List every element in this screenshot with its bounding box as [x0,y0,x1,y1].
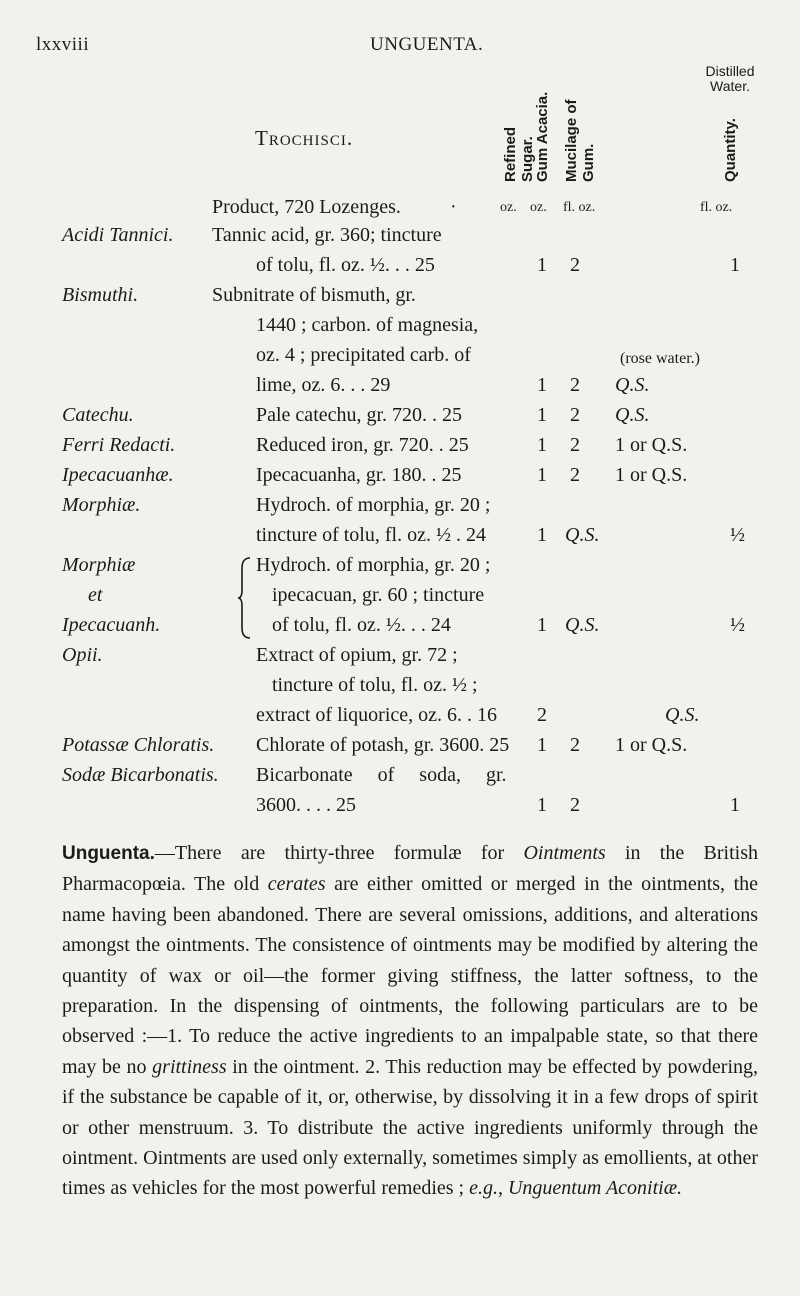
cell-acacia: 1 [537,374,547,396]
cell-mucilage: 2 [570,374,580,396]
cell-water: Q.S. [615,404,650,426]
row-name: Morphiæ [62,554,136,576]
row-desc-line: 3600. . . . 25 [256,794,356,816]
brace-icon [238,556,252,640]
column-distilled-water: Distilled Water. [705,63,755,94]
row-desc-line: Pale catechu, gr. 720. . 25 [256,404,463,426]
page-number: lxxviii [36,34,90,55]
cell-water: Q.S. [665,704,700,726]
row-desc-line: 1440 ; carbon. of magnesia, [256,314,479,336]
cell-water: 1 [730,794,740,816]
row-desc-line: Chlorate of potash, gr. 3600. 25 [256,734,510,756]
column-refined-sugar: Refined Sugar. [502,126,536,182]
row-desc-line: extract of liquorice, oz. 6. . 16 [256,704,498,726]
row-name: Acidi Tannici. [62,224,174,246]
row-desc-line: of tolu, fl. oz. ½. . . 25 [256,254,435,276]
column-gum-acacia: Gum Acacia. [534,91,551,182]
paragraph-italic: e.g., Unguentum Aconitiæ. [469,1177,683,1200]
paragraph-italic: grittiness [152,1055,227,1078]
paragraph-text: in the ointment. 2. This reduction may be effected by powdering, if the substance be capable of it, or, otherwise, by dissolving it in a few drops of spirit or other menstruum. 3. To distribute the active ingredients uniformly through the ointment. Ointments are used only externally, sometimes simply as emollients, at other times as vehicles for the most powerful remedies ; [62,1055,759,1200]
paragraph-text: in the British Pharmacopœia. The old [62,842,758,896]
cell-mucilage: 2 [570,464,580,486]
cell-water: Q.S. [615,374,650,396]
row-name: Ferri Redacti. [62,434,176,456]
row-desc-line: Subnitrate of bismuth, gr. [212,284,416,306]
cell-acacia: 1 [537,794,547,816]
row-desc-line: Bicarbonate of soda, gr. [256,764,507,786]
row-desc-line: Reduced iron, gr. 720. . 25 [256,434,469,456]
cell-acacia: 1 [537,404,547,426]
cell-acacia: 1 [537,254,547,276]
cell-mucilage: Q.S. [565,524,600,546]
row-name: Bismuthi. [62,284,139,306]
cell-mucilage: 2 [570,734,580,756]
cell-acacia: 1 [537,524,547,546]
cell-water: 1 or Q.S. [615,464,688,486]
row-name: Ipecacuanhæ. [62,464,174,486]
row-desc-line: tincture of tolu, fl. oz. ½ ; [272,674,478,696]
cell-acacia: 1 [537,434,547,456]
paragraph-italic: Ointments [523,842,606,864]
cell-mucilage: Q.S. [565,614,600,636]
cell-mucilage: 2 [570,794,580,816]
row-name: Catechu. [62,404,134,426]
row-desc-line: lime, oz. 6. . . 29 [256,374,391,396]
paragraph-heading: Unguenta. [62,843,155,864]
cell-mucilage: 2 [570,254,580,276]
cell-acacia: 1 [537,734,547,756]
table-title: Trochisci. [255,126,354,150]
row-name: Sodæ Bicarbonatis. [62,764,219,786]
cell-acacia: 1 [537,464,547,486]
cell-acacia: 1 [537,614,547,636]
unit-sugar: oz. [500,200,517,215]
product-dot: · [450,196,457,218]
row-name: Ipecacuanh. [62,614,161,636]
unit-water: fl. oz. [700,200,733,215]
cell-mucilage: 2 [570,434,580,456]
row-desc-line: Hydroch. of morphia, gr. 20 ; [256,494,491,516]
cell-water: ½ [730,524,745,546]
row-desc-line: Extract of opium, gr. 72 ; [256,644,458,666]
cell-water: 1 [730,254,740,276]
column-quantity: Quantity. [722,118,739,182]
row-desc-line: of tolu, fl. oz. ½. . . 24 [272,614,451,636]
row-desc-line: ipecacuan, gr. 60 ; tincture [272,584,485,606]
row-name: Potassæ Chloratis. [62,734,215,756]
row-desc-line: tincture of tolu, fl. oz. ½ . 24 [256,524,486,546]
paragraph-italic: cerates [267,873,326,896]
product-label: Product, 720 Lozenges. [212,196,401,218]
row-desc-line: oz. 4 ; precipitated carb. of [256,344,471,366]
row-name: Morphiæ. [62,494,141,516]
unit-mucilage: fl. oz. [563,200,596,215]
unit-acacia: oz. [530,200,547,215]
row-desc-line: Ipecacuanha, gr. 180. . 25 [256,464,462,486]
paragraph-text: —There are thirty-three formulæ for [154,842,524,864]
cell-water: ½ [730,614,745,636]
cell-acacia: 2 [537,704,547,726]
row-desc-line: Hydroch. of morphia, gr. 20 ; [256,554,491,576]
paragraph-text: are either omitted or merged in the ointments, the name having been abandoned. There are several omissions, additions, and alterations amongst the ointments. The consistence of ointments may be modified by altering the quantity of wax or oil—the former giving stiffness, the latter softness, to the preparation. In the dispensing of ointments, the following particulars are to be observed :—1. To reduce the active ingredients to an impalpable state, so that there may be no [62,873,759,1078]
body-paragraph [62,838,758,1204]
cell-water: 1 or Q.S. [615,434,688,456]
row-name: et [88,584,103,606]
row-desc-line: Tannic acid, gr. 360; tincture [212,224,442,246]
running-title: UNGUENTA. [370,34,484,55]
cell-water: 1 or Q.S. [615,734,688,756]
row-name: Opii. [62,644,103,666]
cell-mucilage: 2 [570,404,580,426]
row-note: (rose water.) [620,350,700,367]
column-mucilage: Mucilage of Gum. [563,99,597,182]
